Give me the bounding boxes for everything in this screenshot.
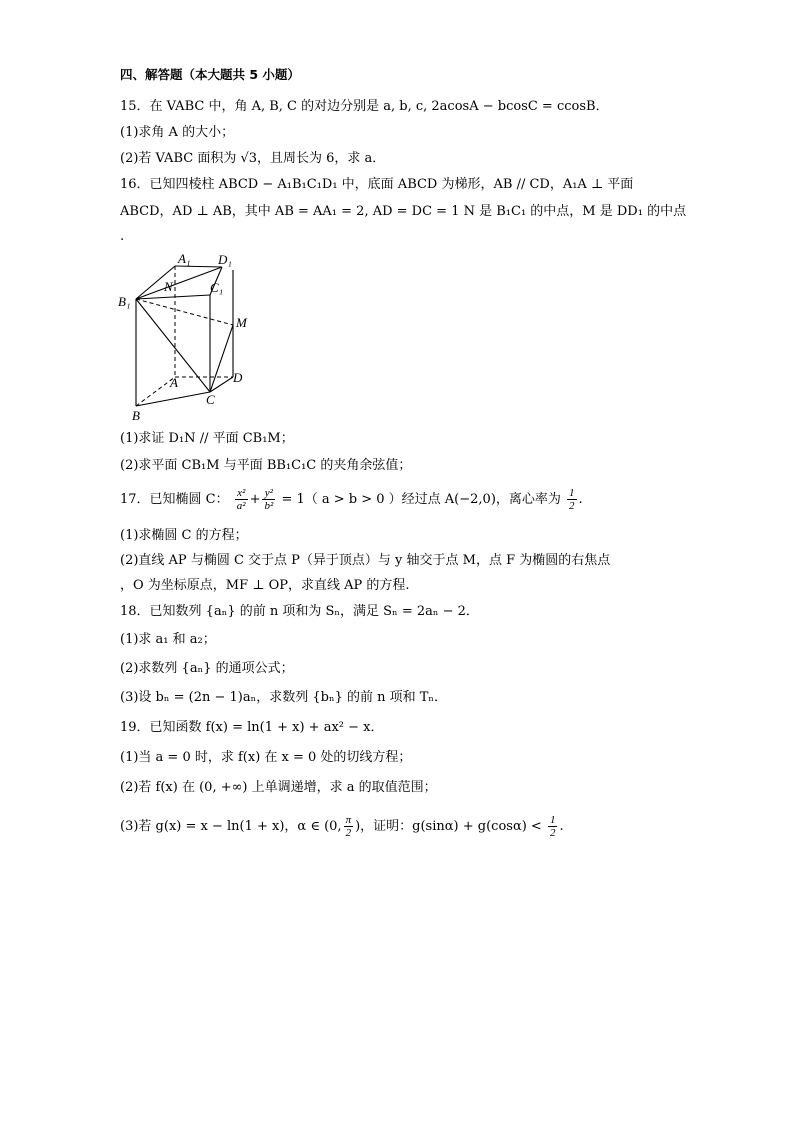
q19-fraction-half-den: 2 <box>549 827 556 839</box>
label-c: C <box>206 392 215 407</box>
q18-part2: (2)求数列 {aₙ} 的通项公式； <box>120 661 294 676</box>
label-d: D <box>233 370 243 385</box>
q19-part1: (1)当 a = 0 时，求 f(x) 在 x = 0 处的切线方程； <box>120 750 412 765</box>
q15-part1: (1)求角 A 的大小； <box>120 125 235 140</box>
edge-c-d <box>210 377 233 392</box>
q18-part1: (1)求 a₁ 和 a₂； <box>120 632 216 647</box>
q15-part2: (2)若 VABC 面积为 √3，且周长为 6，求 a． <box>120 151 386 166</box>
q16-stem-line1: 16．已知四棱柱 ABCD − A₁B₁C₁D₁ 中，底面 ABCD 为梯形，AB // CD，A₁A ⊥ 平面 <box>120 177 634 192</box>
q17-part1: (1)求椭圆 C 的方程； <box>120 528 248 543</box>
q17-fraction-e <box>567 487 577 512</box>
label-b: B <box>132 408 140 423</box>
q17-part2-line1: (2)直线 AP 与椭圆 C 交于点 P（异于顶点）与 y 轴交于点 M，点 F 为椭圆的右焦点 <box>120 553 611 568</box>
q17-fraction-x <box>235 487 248 512</box>
edge-b1-c1 <box>136 295 210 299</box>
label-b1: B₁ <box>118 294 131 309</box>
q16-stem-line3: . <box>120 229 125 244</box>
q17-fraction-y-den: b² <box>264 500 274 512</box>
q17-fraction-x-den: a² <box>236 500 246 512</box>
edge-a1-d1 <box>175 266 222 267</box>
q17-fraction-e-num: 1 <box>569 487 575 499</box>
q19-part3-end: . <box>559 819 564 834</box>
section-heading: 四、解答题（本大题共 5 小题） <box>120 67 300 82</box>
q15-stem: 15．在 VABC 中，角 A, B, C 的对边分别是 a, b, c, 2acosA − bcosC = ccosB． <box>120 99 609 114</box>
q17-fraction-e-den: 2 <box>569 500 575 512</box>
q19-fraction-pi <box>344 814 354 839</box>
q19-fraction-half-num: 1 <box>549 814 556 826</box>
prism-figure <box>112 250 262 425</box>
label-c1: C₁ <box>210 280 224 295</box>
hidden-edge-b1-m <box>136 299 233 325</box>
label-d1: D₁ <box>218 252 232 267</box>
q19-part3 <box>120 813 564 841</box>
q16-part1: (1)求证 D₁N // 平面 CB₁M； <box>120 431 294 446</box>
q17-stem: 17．已知椭圆 C： $\frac{\text{x²}}{\text{a²}}$ + $\frac{\text{y²}}{\text{b²}}$ = 1（ a > b > 0 ）经过点 A(−2,0)，离心率为 $\frac{1}{2}$ . <box>120 487 583 512</box>
q19-part3-middle: )，证明：g(sinα) + g(cosα) < <box>355 819 542 834</box>
q17-stem-suffix: = 1（ a > b > 0 ）经过点 A(−2,0)，离心率为 <box>281 492 561 507</box>
q17-stem-prefix: 17．已知椭圆 C： <box>120 492 229 507</box>
q17-fraction-y-num: y² <box>262 487 275 500</box>
q17-part2-line2: ，O 为坐标原点，MF ⊥ OP，求直线 AP 的方程. <box>120 578 410 593</box>
label-m: M <box>236 315 247 330</box>
edge-c-m <box>210 325 233 392</box>
q18-stem: 18．已知数列 {aₙ} 的前 n 项和为 Sₙ，满足 Sₙ = 2aₙ − 2． <box>120 604 479 619</box>
edge-b-c <box>136 392 210 406</box>
label-n: N <box>164 279 173 294</box>
q19-fraction-half <box>548 814 558 839</box>
q19-fraction-pi-den: 2 <box>345 827 352 839</box>
q19-stem: 19．已知函数 f(x) = ln(1 + x) + ax² − x． <box>120 720 384 735</box>
q18-part3: (3)设 bₙ = (2n − 1)aₙ，求数列 {bₙ} 的前 n 项和 Tₙ． <box>120 690 448 705</box>
label-a1: A₁ <box>178 251 191 266</box>
q17-fraction-x-num: x² <box>235 487 248 500</box>
q19-part2: (2)若 f(x) 在 (0, +∞) 上单调递增，求 a 的取值范围； <box>120 780 437 795</box>
q17-fraction-y <box>262 487 275 512</box>
q16-part2: (2)求平面 CB₁M 与平面 BB₁C₁C 的夹角余弦值； <box>120 458 412 473</box>
label-a: A <box>170 375 178 390</box>
q16-stem-line2: ABCD，AD ⊥ AB，其中 AB = AA₁ = 2, AD = DC = 1 N 是 B₁C₁ 的中点，M 是 DD₁ 的中点 <box>120 204 687 219</box>
q19-part3-prefix: (3)若 g(x) = x − ln(1 + x)，α ∈ (0, <box>120 819 342 834</box>
q19-fraction-pi-num: π <box>345 814 352 826</box>
